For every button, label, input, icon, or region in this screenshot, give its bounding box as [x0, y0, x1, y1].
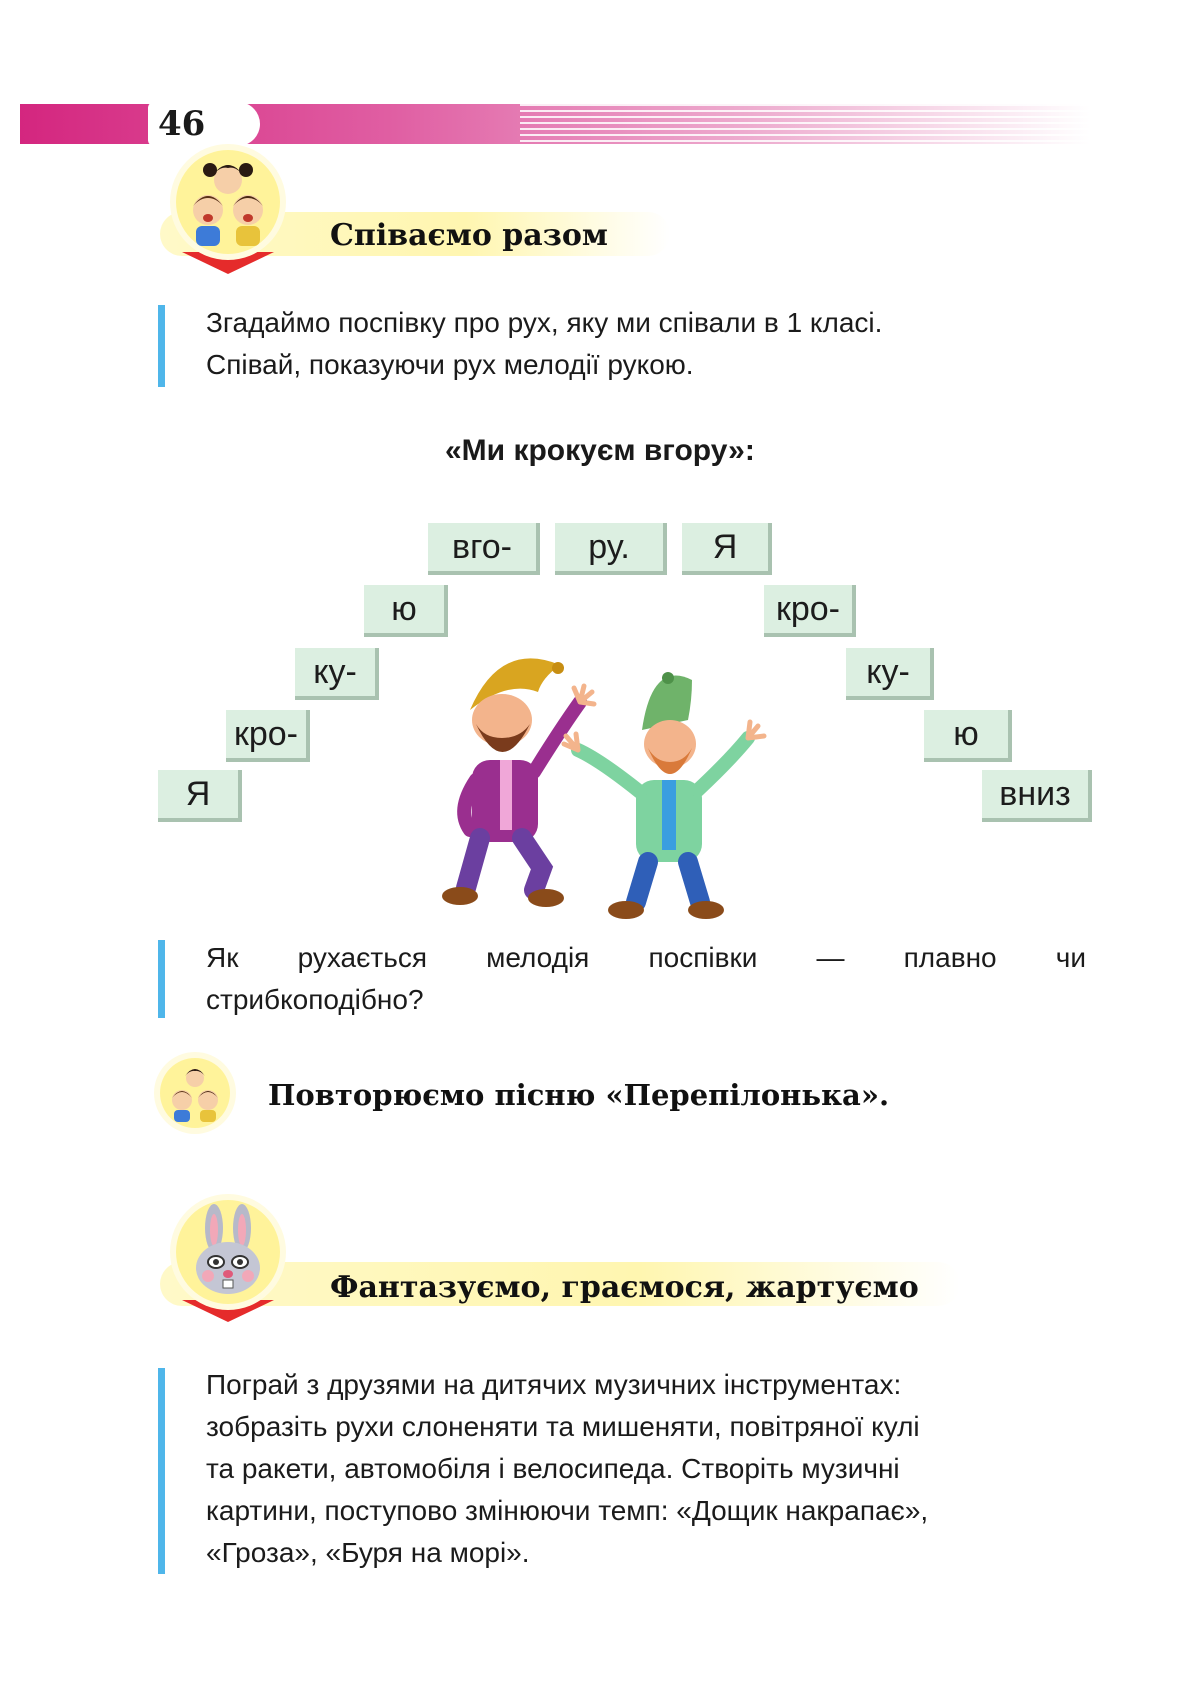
- children-singing-illustration: [176, 150, 280, 254]
- section-title-singing: Співаємо разом: [330, 218, 608, 253]
- bunny-mask-icon: [176, 1200, 280, 1304]
- syllable-tile: вго-: [428, 523, 540, 575]
- fantasy-line: зобразіть рухи слоненяти та мишеняти, повітряної кулі: [206, 1411, 920, 1442]
- repeat-song-text: Повторюємо пісню «Перепілонька».: [268, 1078, 890, 1112]
- accent-bar: [158, 305, 165, 387]
- fantasy-line: та ракети, автомобіля і велосипеда. Створіть музичні: [206, 1453, 900, 1484]
- song-title: «Ми крокуєм вгору»:: [445, 434, 755, 467]
- bunny-mask-illustration: [176, 1200, 280, 1304]
- children-small-illustration: [160, 1058, 230, 1128]
- red-arrow-icon: [182, 252, 274, 274]
- page-number: 46: [158, 104, 206, 144]
- question-line: Як рухається мелодія поспівки — плавно чи: [206, 942, 1086, 973]
- instruction-text: [206, 302, 1066, 386]
- syllable-tile: ру.: [555, 523, 667, 575]
- section-title-fantasy: Фантазуємо, граємося, жартуємо: [330, 1270, 919, 1305]
- fantasy-line: картини, поступово змінюючи темп: «Дощик накрапає»,: [206, 1495, 929, 1526]
- syllable-tile: вниз: [982, 770, 1092, 822]
- syllable-tile: ку-: [295, 648, 379, 700]
- syllable-tile: кро-: [764, 585, 856, 637]
- children-singing-icon: [176, 150, 280, 254]
- header-stripes: [520, 104, 1090, 144]
- syllable-tile: ю: [924, 710, 1012, 762]
- fantasy-line: Пограй з друзями на дитячих музичних інструментах:: [206, 1369, 902, 1400]
- fantasy-text: [206, 1364, 1086, 1574]
- gnomes-icon: [430, 640, 830, 930]
- dancing-gnomes-illustration: [430, 640, 830, 930]
- accent-bar: [158, 1368, 165, 1574]
- syllable-tile: ку-: [846, 648, 934, 700]
- question-line: стрибкоподібно?: [206, 984, 424, 1015]
- syllable-tile: Я: [682, 523, 772, 575]
- fantasy-line: «Гроза», «Буря на морі».: [206, 1537, 530, 1568]
- children-singing-small-icon: [160, 1058, 230, 1128]
- instruction-line: Згадаймо поспівку про рух, яку ми співали в 1 класі.: [206, 307, 883, 338]
- accent-bar: [158, 940, 165, 1018]
- syllable-tile: Я: [158, 770, 242, 822]
- syllable-tile: кро-: [226, 710, 310, 762]
- syllable-tile: ю: [364, 585, 448, 637]
- instruction-line: Співай, показуючи рух мелодії рукою.: [206, 349, 694, 380]
- question-text: [206, 937, 1086, 1021]
